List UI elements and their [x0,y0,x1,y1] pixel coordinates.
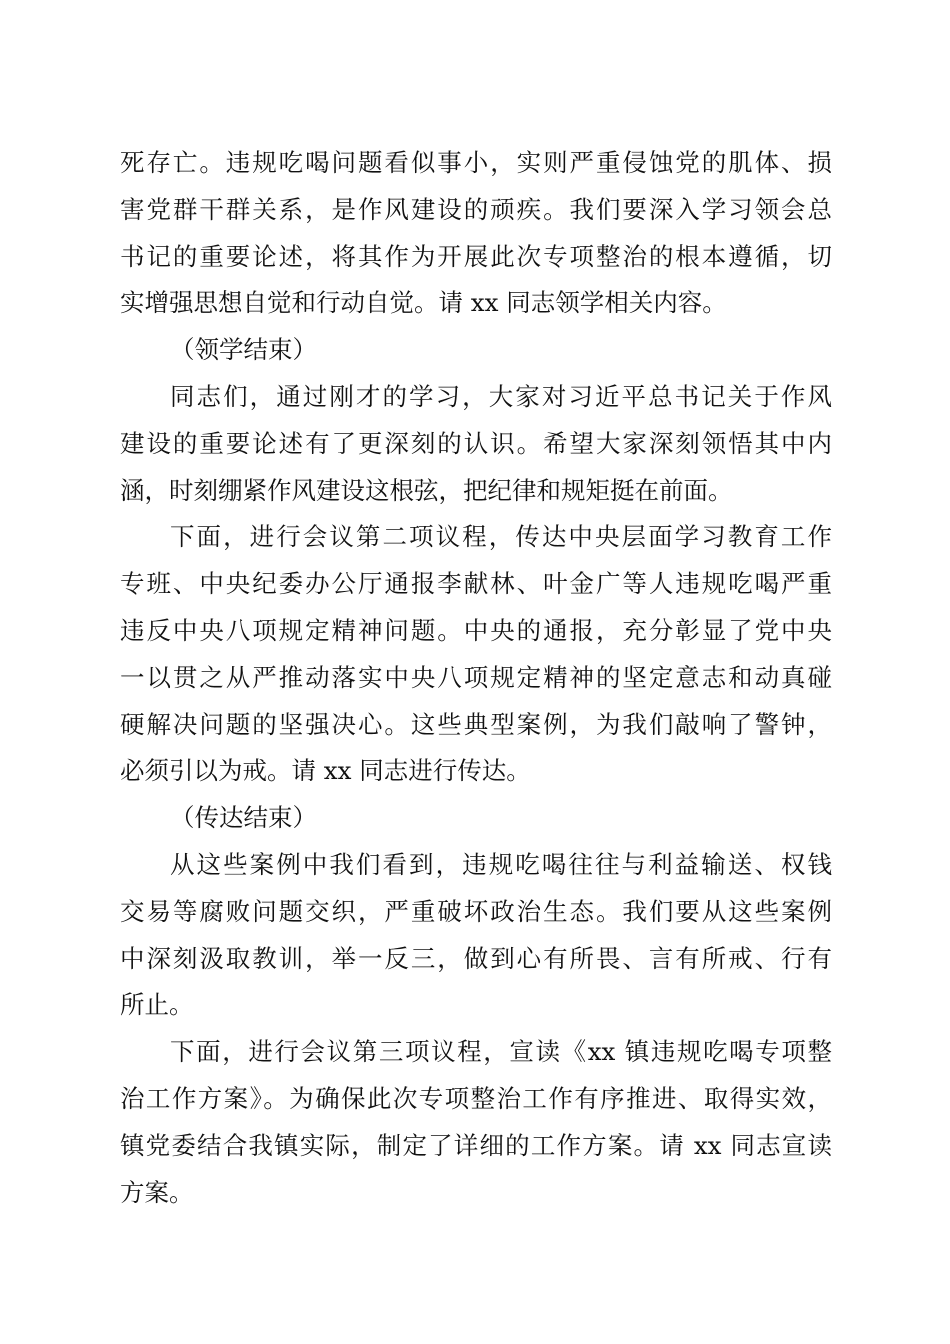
text-line: 交易等腐败问题交织，严重破坏政治生态。我们要从这些案例 [120,896,832,926]
text-line: 一以贯之从严推动落实中央八项规定精神的坚定意志和动真碰 [120,662,832,692]
text-line: （领学结束） [170,335,317,365]
text-line: （传达结束） [170,803,317,833]
document-page [120,140,832,1216]
text-line: 同志们，通过刚才的学习，大家对习近平总书记关于作风 [170,381,832,411]
text-line: 建设的重要论述有了更深刻的认识。希望大家深刻领悟其中内 [120,428,832,458]
text-line: 实增强思想自觉和行动自觉。请 xx 同志领学相关内容。 [120,288,727,318]
text-line: 死存亡。违规吃喝问题看似事小，实则严重侵蚀党的肌体、损 [120,148,832,177]
text-line: 书记的重要论述，将其作为开展此次专项整治的根本遵循，切 [120,241,832,271]
text-line: 害党群干群关系，是作风建设的顽疾。我们要深入学习领会总 [120,194,832,224]
text-line: 从这些案例中我们看到，违规吃喝往往与利益输送、权钱 [170,849,832,879]
text-line: 镇党委结合我镇实际，制定了详细的工作方案。请 xx 同志宣读 [120,1130,832,1160]
text-line: 必须引以为戒。请 xx 同志进行传达。 [120,756,531,786]
text-line: 下面，进行会议第二项议程，传达中央层面学习教育工作 [170,522,832,552]
text-line: 专班、中央纪委办公厅通报李献林、叶金广等人违规吃喝严重 [120,569,832,599]
text-line: 涵，时刻绷紧作风建设这根弦，把纪律和规矩挺在前面。 [120,475,733,505]
text-line: 违反中央八项规定精神问题。中央的通报，充分彰显了党中央 [120,615,832,645]
text-line: 硬解决问题的坚强决心。这些典型案例，为我们敲响了警钟， [120,709,832,739]
text-line: 所止。 [120,990,194,1020]
text-line: 下面，进行会议第三项议程，宣读《xx 镇违规吃喝专项整 [170,1037,832,1067]
text-line: 方案。 [120,1177,194,1207]
text-line: 治工作方案》。为确保此次专项整治工作有序推进、取得实效， [120,1083,832,1113]
text-line: 中深刻汲取教训，举一反三，做到心有所畏、言有所戒、行有 [120,943,832,973]
